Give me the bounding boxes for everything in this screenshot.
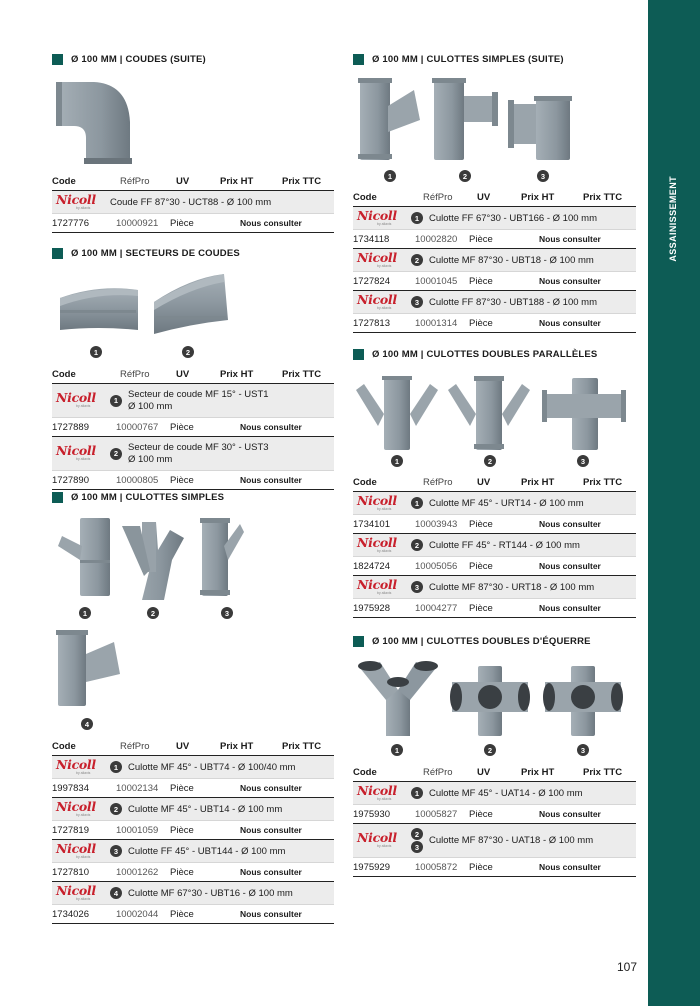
product-code: 1727890 [52, 474, 89, 486]
item-number-badge: 2 [411, 254, 423, 266]
product-code: 1997834 [52, 782, 89, 794]
table-header: Code RéfPro UV Prix HT Prix TTC [52, 741, 334, 756]
figure-badge: 1 [90, 346, 102, 358]
product-price: Nous consulter [539, 318, 601, 328]
product-row [353, 291, 636, 333]
product-code: 1824724 [353, 560, 390, 572]
section-secteurs: Ø 100 MM | SECTEURS DE COUDES [52, 246, 334, 260]
item-number-badge: 2 [411, 828, 423, 840]
product-code: 1727819 [52, 824, 89, 836]
table-doubles-paralleles [353, 477, 636, 618]
figure-badge: 3 [537, 170, 549, 182]
product-description: Culotte FF 67°30 - UBT166 - Ø 100 mm [429, 212, 597, 224]
secteur-15-photo [58, 280, 140, 334]
item-number-badge: 3 [411, 296, 423, 308]
product-uv: Pièce [469, 602, 493, 614]
figure-badge: 2 [459, 170, 471, 182]
product-ref: 10001059 [116, 824, 159, 836]
product-code: 1734026 [52, 908, 89, 920]
product-row [353, 534, 636, 576]
product-description: Secteur de coude MF 30° - UST3 [128, 441, 269, 453]
page-number: 107 [617, 960, 638, 974]
section-marker [353, 349, 364, 360]
product-row [52, 840, 334, 882]
product-row [52, 191, 334, 233]
nicoll-logo: Nicoll by aliaxis [56, 882, 96, 901]
section-doubles-equerre: Ø 100 MM | CULOTTES DOUBLES D'ÉQUERRE [353, 634, 636, 648]
product-code: 1727810 [52, 866, 89, 878]
item-number-badge: 1 [411, 787, 423, 799]
item-number-badge: 2 [110, 803, 122, 815]
product-price: Nous consulter [240, 218, 302, 228]
product-price: Nous consulter [240, 909, 302, 919]
product-price: Nous consulter [539, 561, 601, 571]
product-description: Culotte MF 45° - UBT74 - Ø 100/40 mm [128, 761, 296, 773]
product-uv: Pièce [170, 866, 194, 878]
product-price: Nous consulter [240, 825, 302, 835]
product-uv: Pièce [469, 233, 493, 245]
figure-badge: 2 [147, 607, 159, 619]
item-number-badge: 2 [110, 448, 122, 460]
table-culottes-simples [52, 741, 334, 924]
item-number-badge: 3 [110, 845, 122, 857]
sidebar-band [648, 0, 700, 1006]
nicoll-logo: Nicoll by aliaxis [357, 534, 397, 553]
culotte-ff-45-photo [196, 516, 244, 598]
table-coudes [52, 176, 334, 233]
product-code: 1727813 [353, 317, 390, 329]
product-uv: Pièce [170, 824, 194, 836]
nicoll-logo: Nicoll by aliaxis [56, 840, 96, 859]
product-ref: 10002044 [116, 908, 159, 920]
double-equerre-mf87-a-photo [448, 664, 532, 738]
double-equerre-mf45-photo [356, 660, 440, 738]
table-culottes-simples-suite [353, 192, 636, 333]
product-row [353, 576, 636, 618]
product-row [353, 207, 636, 249]
table-header: Code RéfPro UV Prix HT Prix TTC [52, 369, 334, 384]
product-price: Nous consulter [240, 475, 302, 485]
product-code: 1727889 [52, 421, 89, 433]
product-code: 1734118 [353, 233, 390, 245]
product-uv: Pièce [170, 908, 194, 920]
figure-badge: 2 [484, 455, 496, 467]
section-marker [353, 636, 364, 647]
table-secteurs [52, 369, 334, 490]
double-equerre-mf87-b-photo [541, 664, 625, 738]
product-row [353, 782, 636, 824]
nicoll-logo: Nicoll by aliaxis [357, 576, 397, 595]
section-marker [52, 492, 63, 503]
nicoll-logo: Nicoll by aliaxis [357, 782, 397, 801]
product-description: Culotte FF 87°30 - UBT188 - Ø 100 mm [429, 296, 597, 308]
double-parallele-mf45-photo [356, 374, 438, 452]
product-code: 1734101 [353, 518, 390, 530]
section-marker [52, 54, 63, 65]
item-number-badge: 4 [110, 887, 122, 899]
product-price: Nous consulter [240, 422, 302, 432]
product-code: 1727824 [353, 275, 390, 287]
product-description: Culotte MF 87°30 - URT18 - Ø 100 mm [429, 581, 595, 593]
product-description: Culotte MF 67°30 - UBT16 - Ø 100 mm [128, 887, 293, 899]
item-number-badge: 3 [411, 841, 423, 853]
nicoll-logo: Nicoll by aliaxis [357, 830, 397, 848]
product-price: Nous consulter [539, 276, 601, 286]
item-number-badge: 3 [411, 581, 423, 593]
product-ref: 10000805 [116, 474, 159, 486]
product-description: Culotte MF 45° - UBT14 - Ø 100 mm [128, 803, 283, 815]
nicoll-logo: Nicoll by aliaxis [357, 291, 397, 310]
section-coudes [52, 52, 334, 66]
product-description: Coude FF 87°30 - UCT88 - Ø 100 mm [110, 196, 272, 208]
product-description: Culotte MF 87°30 - UAT18 - Ø 100 mm [429, 835, 594, 846]
nicoll-logo: Nicoll by aliaxis [357, 249, 397, 268]
product-ref: 10005056 [415, 560, 458, 572]
product-row [52, 882, 334, 924]
nicoll-logo: Nicoll by aliaxis [357, 492, 397, 511]
product-ref: 10002134 [116, 782, 159, 794]
product-uv: Pièce [170, 782, 194, 794]
culotte-ff-67-photo [356, 76, 422, 162]
nicoll-logo: Nicoll by aliaxis [56, 756, 96, 775]
product-code: 1975929 [353, 861, 390, 873]
item-number-badge: 1 [411, 212, 423, 224]
section-doubles-paralleles: Ø 100 MM | CULOTTES DOUBLES PARALLÈLES [353, 347, 636, 361]
figure-badge: 2 [484, 744, 496, 756]
coude-photo [56, 78, 136, 166]
secteur-30-photo [150, 272, 232, 336]
product-uv: Pièce [170, 421, 194, 433]
item-number-badge: 1 [110, 761, 122, 773]
product-ref: 10004277 [415, 602, 458, 614]
figure-badge: 2 [182, 346, 194, 358]
product-ref: 10002820 [415, 233, 458, 245]
product-ref: 10001314 [415, 317, 458, 329]
section-title: Ø 100 MM | COUDES (SUITE) [52, 52, 334, 66]
product-price: Nous consulter [539, 519, 601, 529]
figure-badge: 1 [79, 607, 91, 619]
culotte-mf-87-photo [432, 76, 500, 162]
product-row [52, 798, 334, 840]
table-header: Code RéfPro UV Prix HT Prix TTC [52, 176, 334, 191]
item-number-badge: 2 [411, 539, 423, 551]
figure-badge: 1 [391, 455, 403, 467]
nicoll-logo: Nicoll by aliaxis [357, 207, 397, 226]
product-description: Culotte MF 45° - UAT14 - Ø 100 mm [429, 787, 583, 799]
product-description: Culotte FF 45° - RT144 - Ø 100 mm [429, 539, 580, 551]
figure-badge: 1 [384, 170, 396, 182]
section-culottes-simples-suite: Ø 100 MM | CULOTTES SIMPLES (SUITE) [353, 52, 636, 66]
double-parallele-ff45-photo [448, 374, 530, 452]
product-description: Secteur de coude MF 15° - UST1 [128, 388, 269, 400]
product-ref: 10000767 [116, 421, 159, 433]
table-header: Code RéfPro UV Prix HT Prix TTC [353, 767, 636, 782]
product-ref: 10005827 [415, 808, 458, 820]
product-uv: Pièce [469, 275, 493, 287]
product-uv: Pièce [170, 474, 194, 486]
table-header: Code RéfPro UV Prix HT Prix TTC [353, 477, 636, 492]
product-uv: Pièce [469, 317, 493, 329]
nicoll-logo: Nicoll by aliaxis [56, 191, 96, 210]
culotte-45-100-40-photo [58, 516, 116, 598]
product-description: Culotte MF 45° - URT14 - Ø 100 mm [429, 497, 584, 509]
product-ref: 10003943 [415, 518, 458, 530]
product-price: Nous consulter [240, 867, 302, 877]
product-uv: Pièce [469, 861, 493, 873]
figure-badge: 3 [221, 607, 233, 619]
culotte-ff-87-photo [508, 94, 574, 162]
product-uv: Pièce [469, 518, 493, 530]
product-price: Nous consulter [240, 783, 302, 793]
culotte-67-photo [56, 628, 122, 708]
product-code: 1727776 [52, 217, 89, 229]
product-code: 1975928 [353, 602, 390, 614]
product-uv: Pièce [469, 560, 493, 572]
section-culottes-simples: Ø 100 MM | CULOTTES SIMPLES [52, 490, 334, 504]
product-row [353, 824, 636, 877]
product-ref: 10001045 [415, 275, 458, 287]
figure-badge: 4 [81, 718, 93, 730]
table-doubles-equerre [353, 767, 636, 877]
product-ref: 10000921 [116, 217, 159, 229]
product-ref: 10001262 [116, 866, 159, 878]
product-description: Culotte FF 45° - UBT144 - Ø 100 mm [128, 845, 286, 857]
product-price: Nous consulter [539, 862, 601, 872]
product-code: 1975930 [353, 808, 390, 820]
product-price: Nous consulter [539, 234, 601, 244]
product-row [353, 249, 636, 291]
product-diameter: Ø 100 mm [128, 453, 173, 465]
product-diameter: Ø 100 mm [128, 400, 173, 412]
product-uv: Pièce [469, 808, 493, 820]
figure-badge: 3 [577, 744, 589, 756]
nicoll-logo: Nicoll by aliaxis [56, 390, 96, 408]
nicoll-logo: Nicoll by aliaxis [56, 798, 96, 817]
item-number-badge: 1 [411, 497, 423, 509]
product-description: Culotte MF 87°30 - UBT18 - Ø 100 mm [429, 254, 594, 266]
nicoll-logo: Nicoll by aliaxis [56, 443, 96, 461]
culotte-45-photo [120, 520, 186, 602]
section-marker [353, 54, 364, 65]
section-marker [52, 248, 63, 259]
product-row [353, 492, 636, 534]
product-row [52, 384, 334, 437]
table-header: Code RéfPro UV Prix HT Prix TTC [353, 192, 636, 207]
product-price: Nous consulter [539, 809, 601, 819]
sidebar-category-label: ASSAINISSEMENT [668, 176, 678, 262]
product-uv: Pièce [170, 217, 194, 229]
double-parallele-mf87-photo [542, 376, 626, 452]
product-row [52, 437, 334, 490]
item-number-badge: 1 [110, 395, 122, 407]
product-row [52, 756, 334, 798]
product-ref: 10005872 [415, 861, 458, 873]
figure-badge: 3 [577, 455, 589, 467]
product-price: Nous consulter [539, 603, 601, 613]
figure-badge: 1 [391, 744, 403, 756]
